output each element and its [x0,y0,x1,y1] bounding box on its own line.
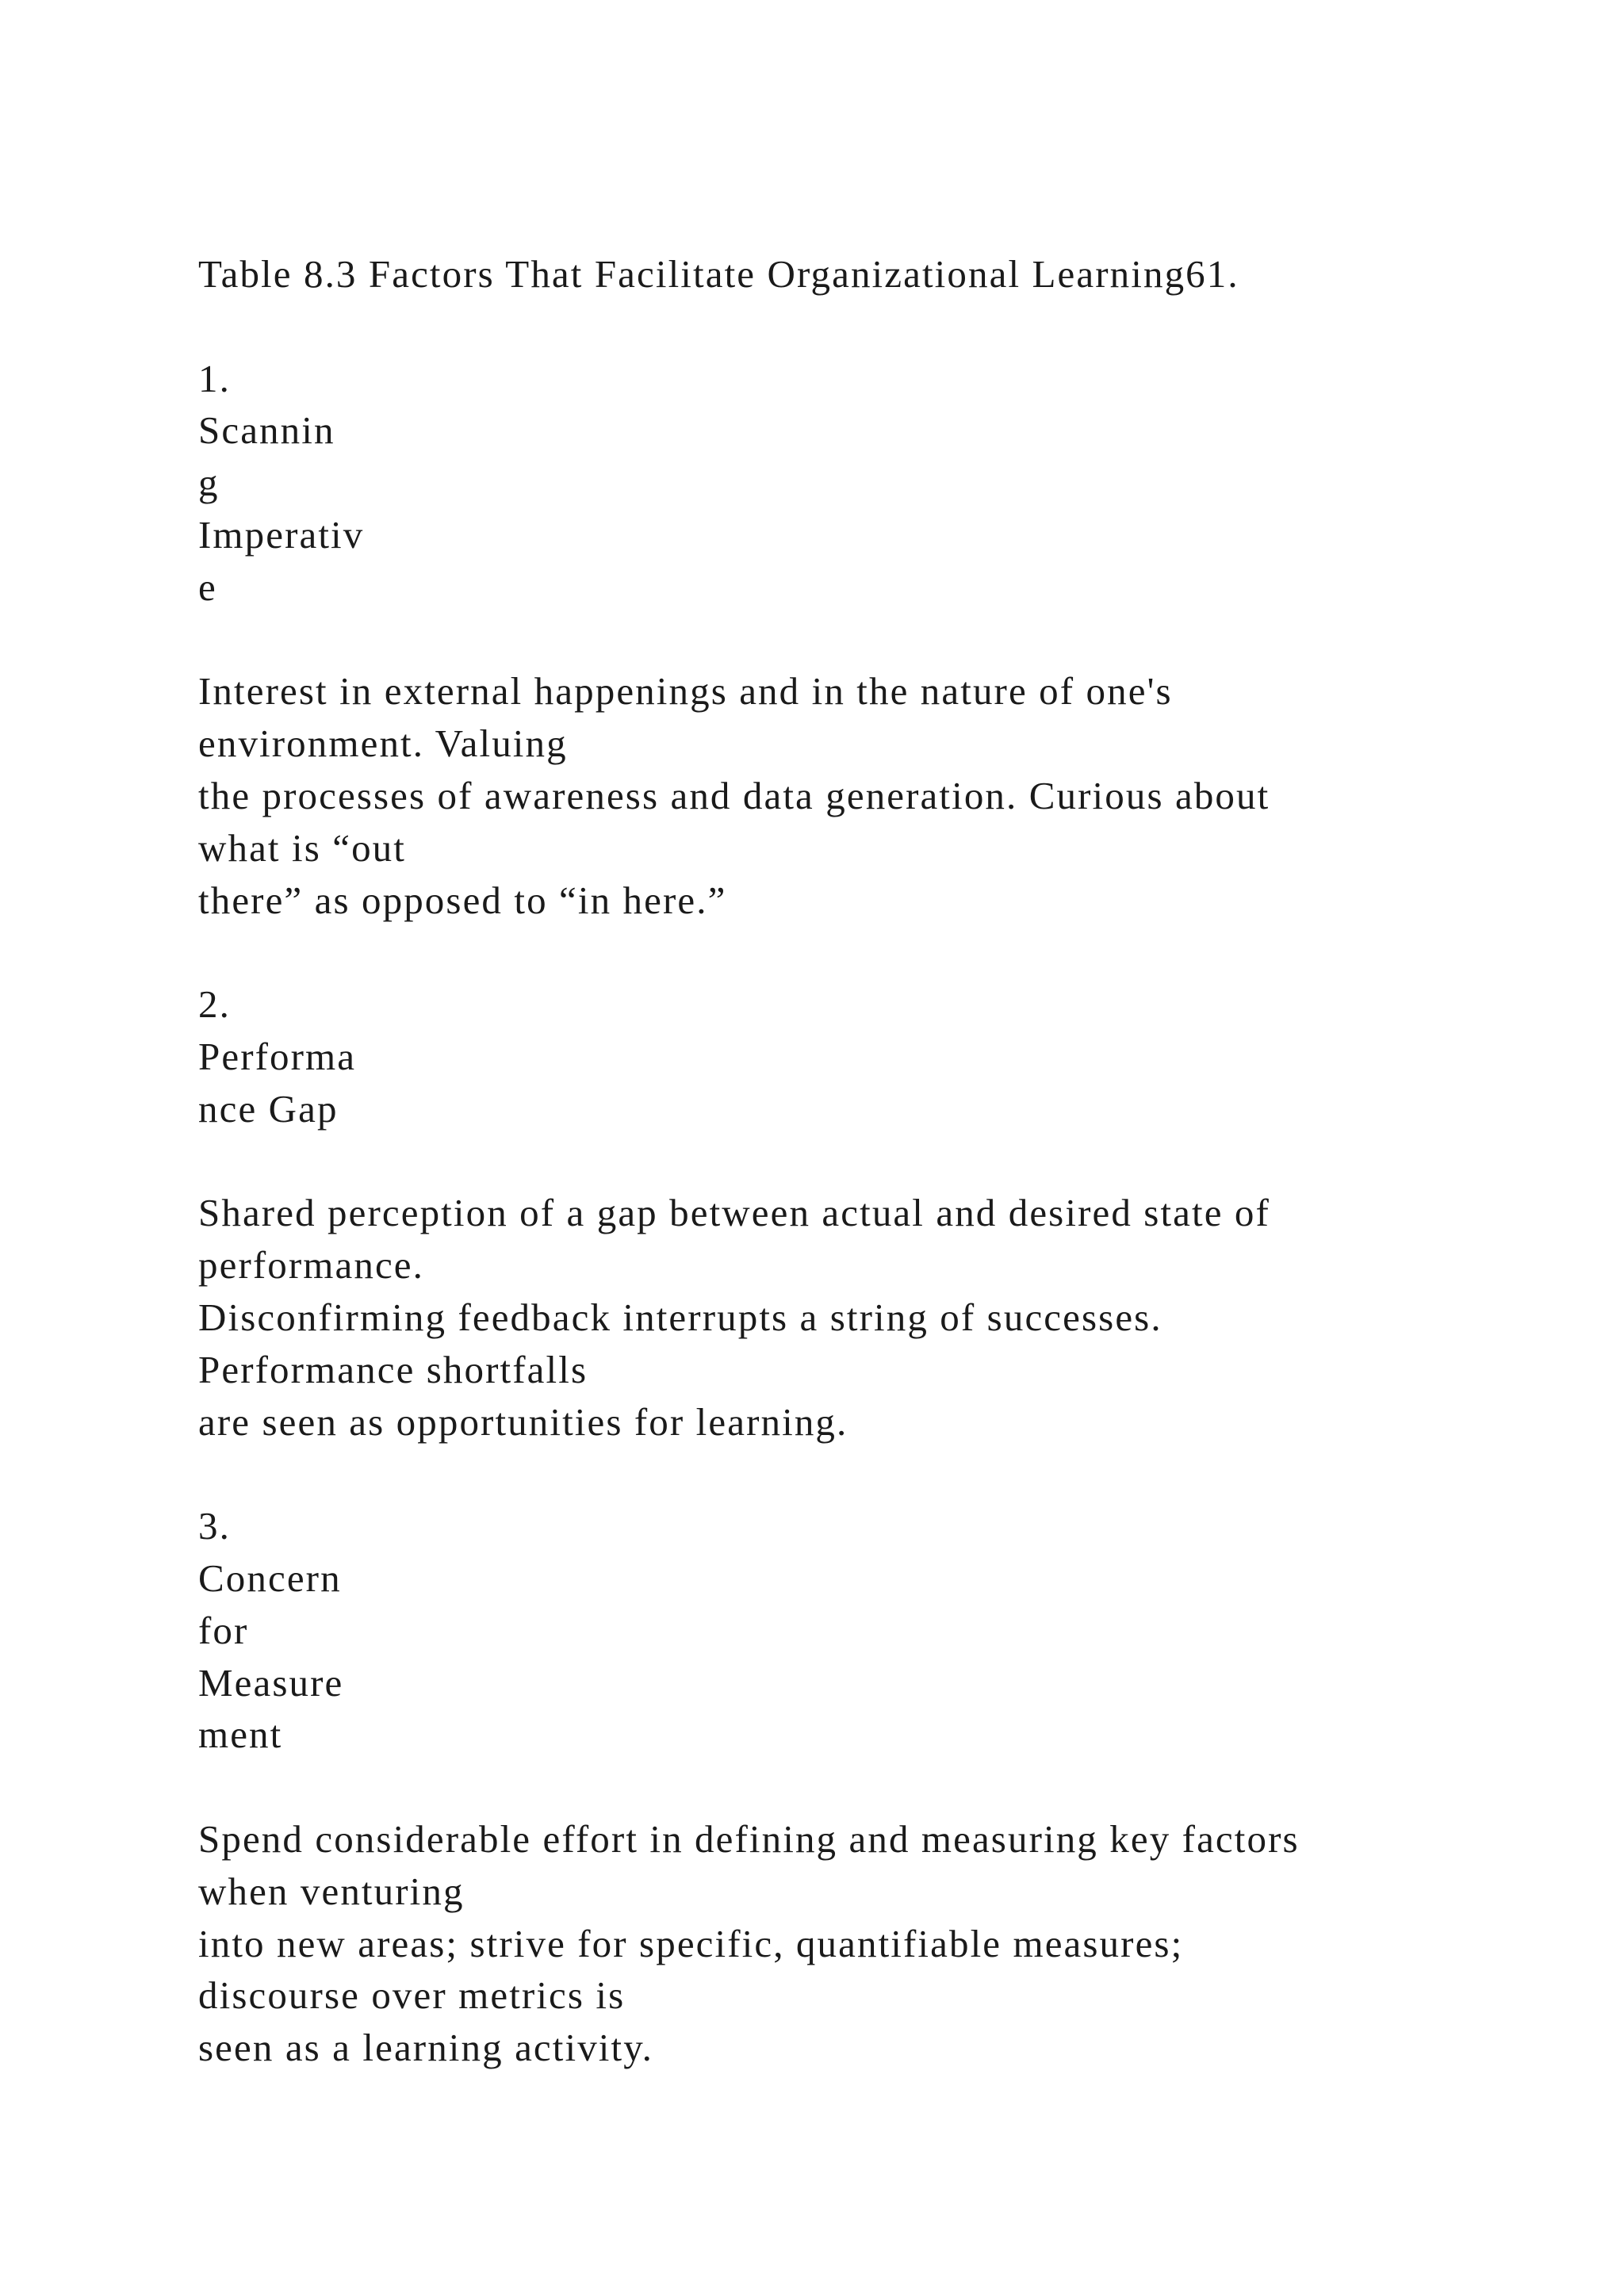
factor-description-line: seen as a learning activity. [198,2026,653,2070]
factor-name-line: Scannin [198,408,335,453]
factor-name-line: Performa [198,1034,357,1078]
factor-description-line: Shared perception of a gap between actual and desired state of [198,1191,1270,1235]
factor-description-line: are seen as opportunities for learning. [198,1399,848,1444]
spacer [198,1448,1507,1500]
factor-item [198,978,1507,1448]
factor-description-line: Disconfirming feedback interrupts a string of successes. [198,1295,1162,1339]
factor-name-line: nce Gap [198,1086,339,1131]
factor-description-line: discourse over metrics is [198,1973,626,2018]
factor-item [198,353,1507,927]
factor-description-line: what is “out [198,825,406,870]
factor-description-line: into new areas; strive for specific, quantifiable measures; [198,1921,1184,1965]
factor-description-line: Spend considerable effort in defining and measuring key factors [198,1816,1300,1861]
document-body [198,248,1507,2074]
factor-name-line: Imperativ [198,512,365,557]
factor-number: 2. [198,982,231,1027]
factor-name-line: Concern [198,1556,342,1600]
spacer [198,926,1507,978]
factor-description-line: Performance shortfalls [198,1347,588,1391]
spacer [198,1135,1507,1188]
spacer [198,614,1507,666]
factor-description-line: Interest in external happenings and in the nature of one's [198,669,1173,714]
factor-description-line: environment. Valuing [198,721,568,766]
factor-name-line: for [198,1608,249,1652]
factor-item [198,1500,1507,2074]
table-title: Table 8.3 Factors That Facilitate Organizational Learning61. [198,252,1239,296]
spacer [198,300,1507,353]
factor-description-line: there” as opposed to “in here.” [198,878,727,922]
factor-name-line: e [198,564,217,609]
factor-name-line: ment [198,1712,283,1757]
factor-description-line: when venturing [198,1869,465,1913]
factor-description-line: performance. [198,1243,425,1288]
factor-name-line: g [198,461,220,505]
factor-description-line: the processes of awareness and data generation. Curious about [198,773,1270,817]
factor-number: 3. [198,1504,231,1548]
spacer [198,1761,1507,1813]
factor-number: 1. [198,356,231,400]
factor-name-line: Measure [198,1660,344,1705]
